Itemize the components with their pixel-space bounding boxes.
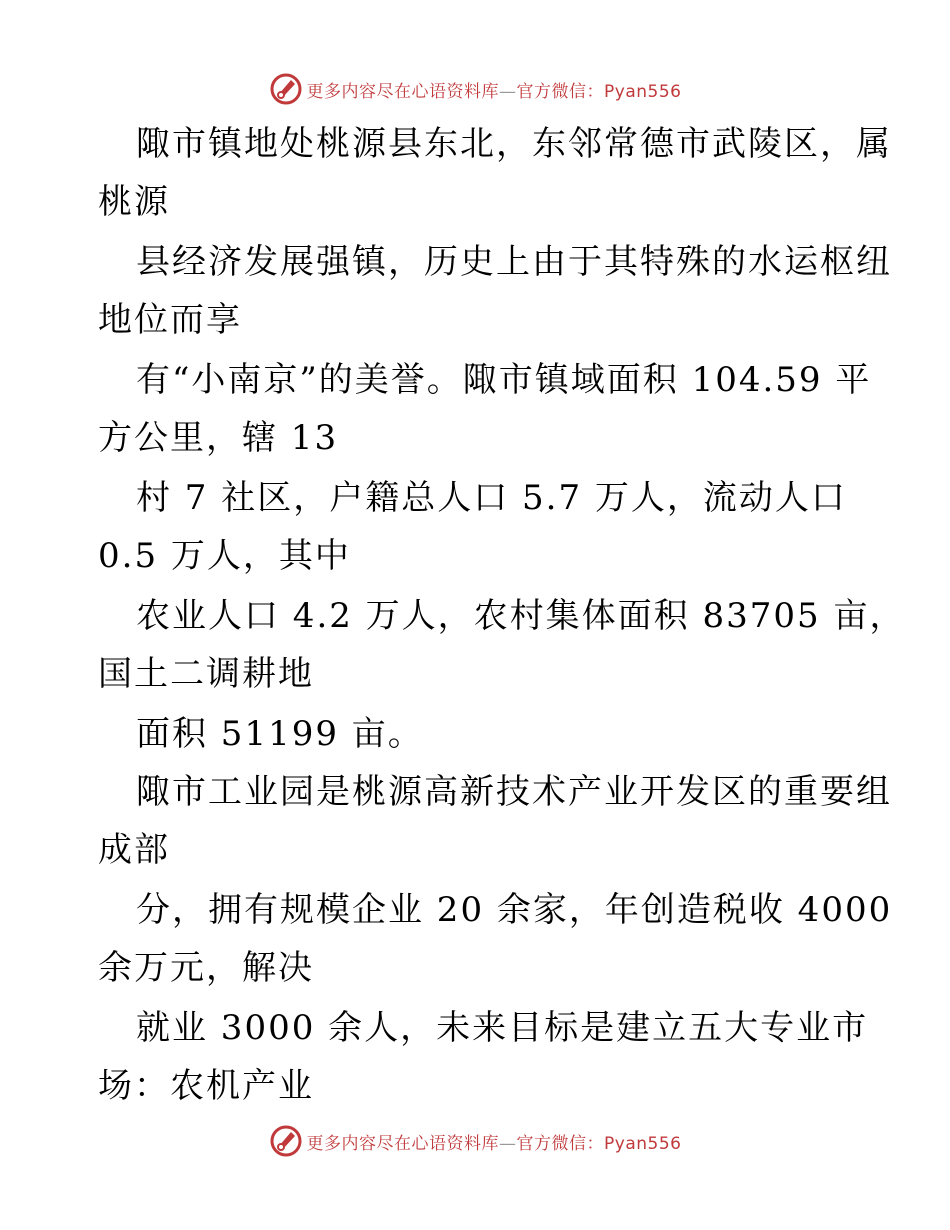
paragraph-line: 0.5 万人，其中 (98, 536, 351, 576)
paragraph-line: 成部 (98, 830, 170, 870)
footer-watermark (0, 1124, 950, 1158)
paragraph-line: 国土二调耕地 (98, 654, 314, 694)
paragraph-line: 地位而享 (98, 300, 242, 340)
paragraph-line: 陬市镇地处桃源县东北，东邻常德市武陵区，属 (136, 124, 892, 164)
paragraph-line: 县经济发展强镇，历史上由于其特殊的水运枢纽 (136, 242, 892, 282)
paragraph-line: 就业 3000 余人，未来目标是建立五大专业市 (136, 1008, 869, 1048)
paragraph-line: 农业人口 4.2 万人，农村集体面积 83705 亩， (136, 596, 906, 636)
logo-icon (269, 1124, 303, 1158)
header-watermark (0, 72, 950, 106)
paragraph-line: 方公里，辖 13 (98, 418, 339, 458)
paragraph-line: 场：农机产业 (98, 1066, 314, 1106)
paragraph-line: 有“小南京”的美誉。陬市镇域面积 104.59 平 (136, 360, 872, 400)
watermark-text: 更多内容尽在心语资料库—官方微信：Pyan556 (306, 1133, 682, 1154)
watermark-text: 更多内容尽在心语资料库—官方微信：Pyan556 (306, 81, 682, 102)
paragraph-line: 余万元，解决 (98, 948, 314, 988)
paragraph-line: 陬市工业园是桃源高新技术产业开发区的重要组 (136, 772, 892, 812)
paragraph-line: 分，拥有规模企业 20 余家，年创造税收 4000 (136, 890, 893, 930)
paragraph-line: 桃源 (98, 182, 170, 222)
logo-icon (269, 72, 303, 106)
paragraph-line: 村 7 社区，户籍总人口 5.7 万人，流动人口 (136, 478, 847, 518)
paragraph-line: 面积 51199 亩。 (136, 714, 424, 754)
